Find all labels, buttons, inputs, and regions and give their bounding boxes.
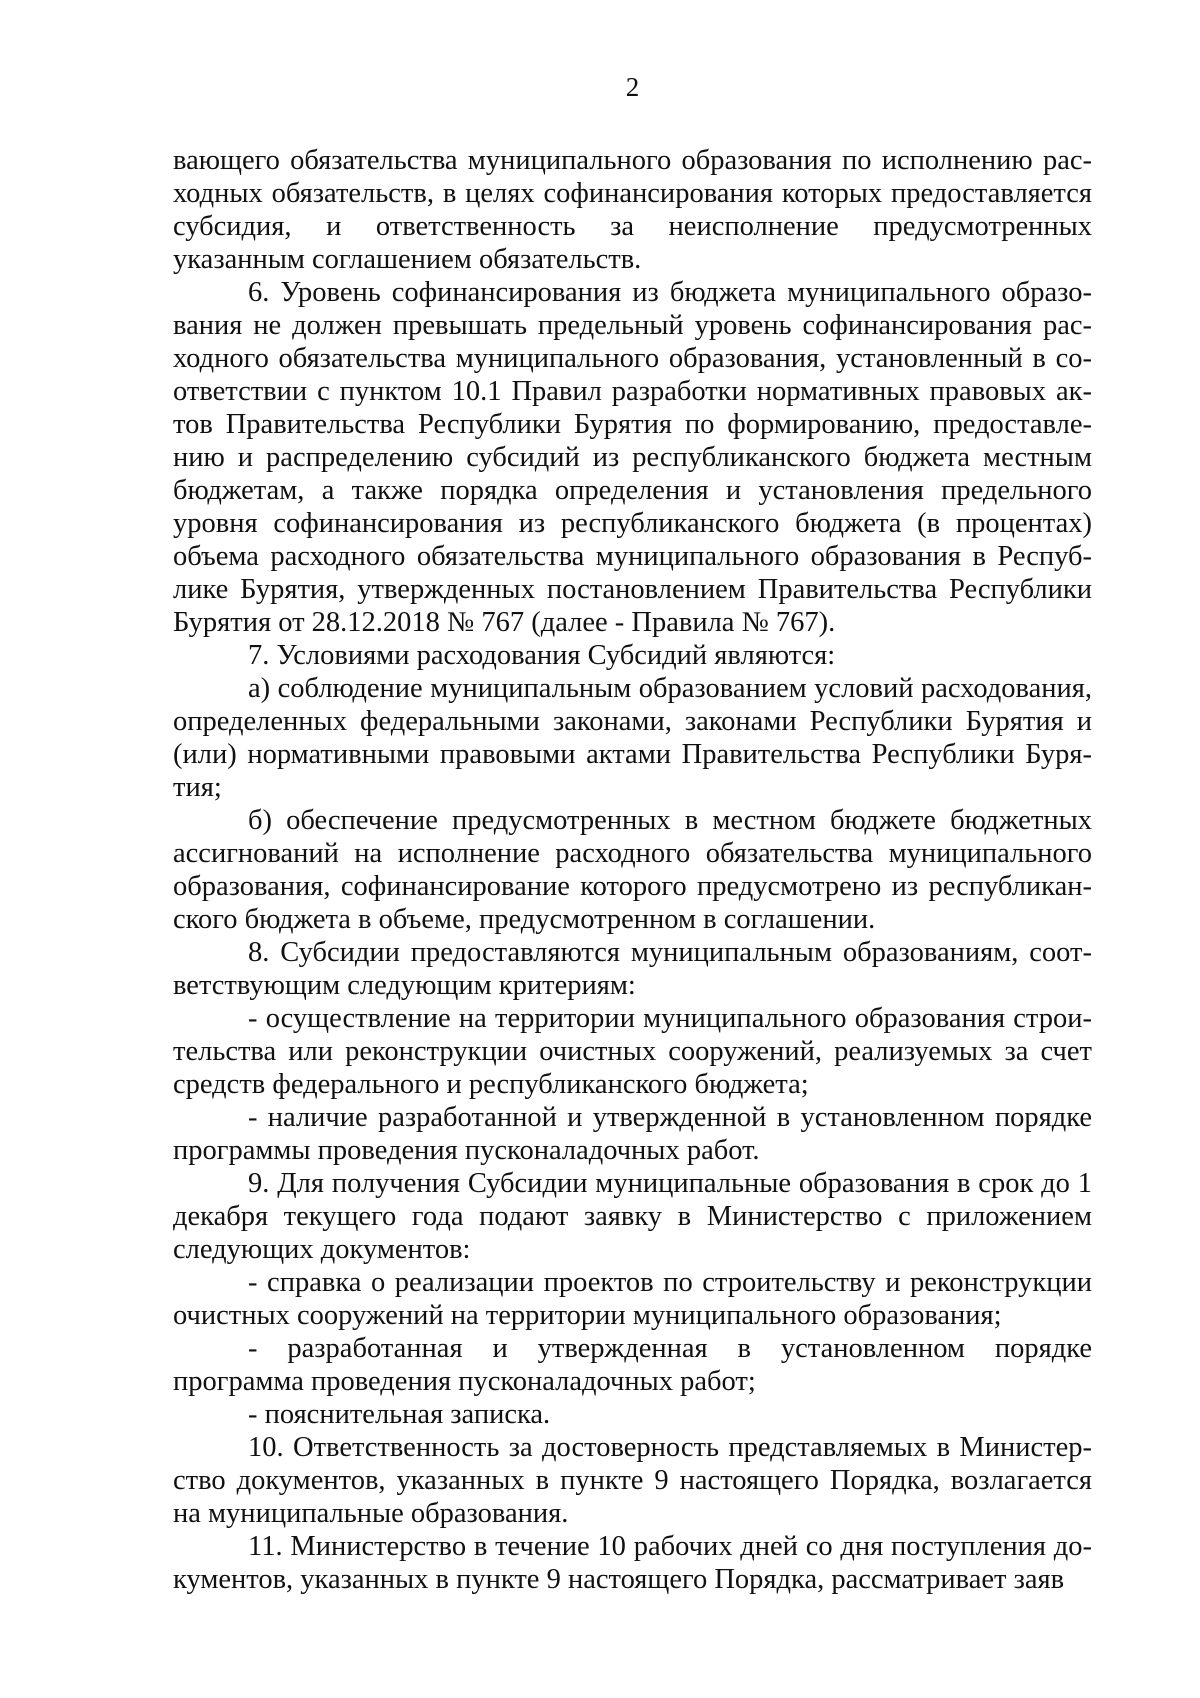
paragraph-8-criterion-1: - осуществление на территории муниципального образования строительства или реконструкции очистных сооружений, реализуемых за счет средств федерального и республиканского бюджета; <box>173 1003 1092 1100</box>
paragraph-7a: а) соблюдение муниципальным образованием условий расходования, определенных федеральными законами, законами Республики Бурятия и (или) нормативными правовыми актами Правительства Республики Бурятия; <box>173 673 1092 803</box>
paragraph-9-document-3: - пояснительная записка. <box>248 1399 551 1430</box>
paragraph-9-document-2: - разработанная и утвержденная в установленном порядке программа проведения пусконаладочных работ; <box>173 1333 1092 1397</box>
paragraph-8-criterion-2: - наличие разработанной и утвержденной в установленном порядке программы проведения пусконаладочных работ. <box>173 1102 1092 1166</box>
paragraph-7b: б) обеспечение предусмотренных в местном бюджете бюджетных ассигнований на исполнение расходного обязательства муниципального образования, софинансирование которого предусмотрено из республиканского бюджета в объеме, предусмотренном в соглашении. <box>173 805 1092 935</box>
paragraph-7: 7. Условиями расходования Субсидий являются: <box>248 640 836 671</box>
paragraph-continuation: вающего обязательства муниципального образования по исполнению расходных обязательств, в целях софинансирования которых предоставляется субсидия, и ответственность за неисполнение предусмотренных указанным соглашением обязательств. <box>173 145 1092 275</box>
paragraph-9: 9. Для получения Субсидии муниципальные образования в срок до 1 декабря текущего года подают заявку в Министерство с приложением следующих документов: <box>173 1168 1092 1265</box>
paragraph-10: 10. Ответственность за достоверность представляемых в Министерство документов, указанных в пункте 9 настоящего Порядка, возлагается на муниципальные образования. <box>173 1432 1092 1529</box>
page-number: 2 <box>625 72 640 102</box>
paragraph-9-document-1: - справка о реализации проектов по строительству и реконструкции очистных сооружений на территории муниципального образования; <box>173 1267 1092 1331</box>
paragraph-11: 11. Министерство в течение 10 рабочих дней со дня поступления документов, указанных в пункте 9 настоящего Порядка, рассматривает заяв <box>173 1531 1092 1595</box>
paragraph-6: 6. Уровень софинансирования из бюджета муниципального образования не должен превышать предельный уровень софинансирования расходного обязательства муниципального образования, установленный в соответствии с пунктом 10.1 Правил разработки нормативных правовых актов Правительства Республики Бурятия по формированию, предоставлению и распределению субсидий из республиканского бюджета местным бюджетам, а также порядка определения и установления предельного уровня софинансирования из республиканского бюджета (в процентах) объема расходного обязательства муниципального образования в Республике Бурятия, утвержденных постановлением Правительства Республики Бурятия от 28.12.2018 № 767 (далее - Правила № 767). <box>173 277 1092 638</box>
paragraph-8: 8. Субсидии предоставляются муниципальным образованиям, соответствующим следующим критериям: <box>173 937 1092 1001</box>
document-body <box>173 144 1092 1596</box>
